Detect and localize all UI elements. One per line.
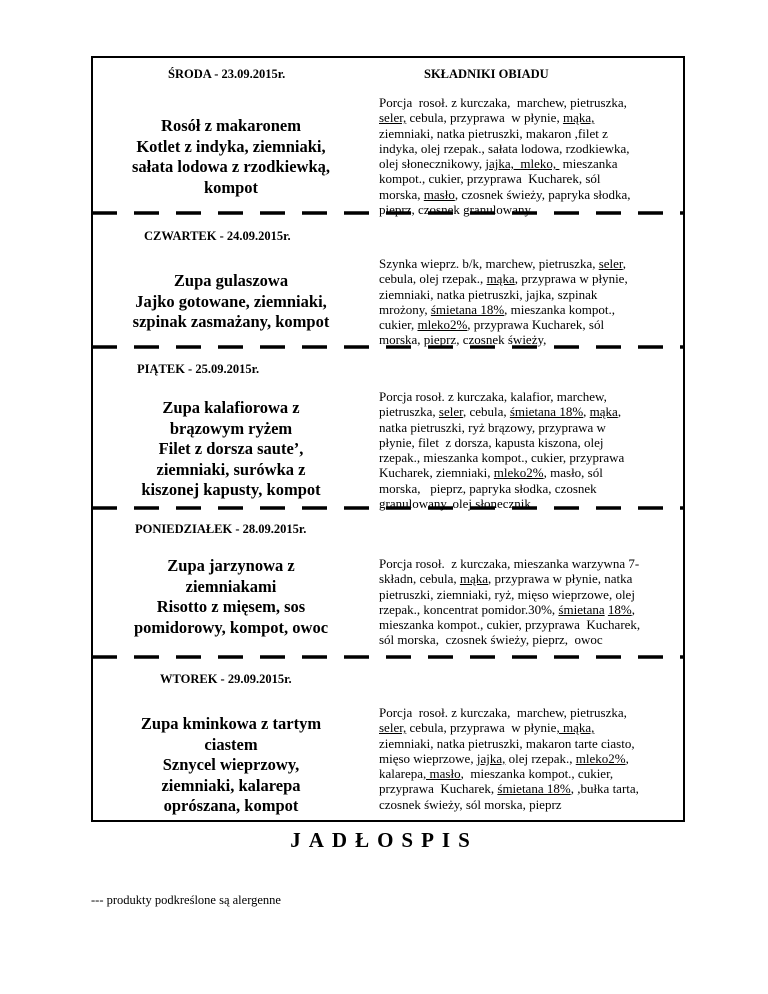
ingredients-line: Porcja rosoł. z kurczaka, kalafior, marchew, [379, 389, 607, 404]
ingredients-thursday [379, 256, 679, 348]
dashed-separator [92, 505, 684, 511]
menu-dishes-wednesday [97, 116, 365, 198]
allergen-text: jajka, [476, 750, 506, 766]
ingredients-line [379, 110, 679, 125]
ingredients-line [379, 766, 679, 781]
ingredients-line: kompot., cukier, przyprawa Kucharek, sól [379, 171, 601, 187]
menu-dish-line: Zupa kminkowa z tartym [140, 714, 322, 733]
menu-dish-line: oprószana, kompot [163, 796, 299, 815]
allergen-text: mleko2% [575, 750, 626, 766]
allergen-text: mąka [486, 271, 515, 287]
ingredients-monday [379, 556, 679, 648]
ingredient-text: kalarepa [379, 766, 424, 782]
ingredient-text: morska, [379, 186, 424, 202]
menu-dish-line: Rosół z makaronem [161, 116, 301, 135]
allergen-text: seler [438, 404, 463, 420]
ingredients-wednesday [379, 95, 679, 217]
ingredient-text: pietruszka, [379, 404, 439, 420]
ingredient-text: mięso wieprzowe, [379, 750, 477, 766]
ingredients-line: ziemniaki, natka pietruszki, makaron ,filet z [379, 125, 608, 141]
ingredients-tuesday [379, 705, 679, 812]
ingredient-text: , ,bułka tarta, [570, 781, 639, 797]
ingredient-text: , przyprawa Kucharek, sól [467, 317, 605, 333]
ingredient-text: cebula, olej rzepak., [379, 271, 487, 287]
day-label-monday: PONIEDZIAŁEK - 28.09.2015r. [135, 522, 307, 536]
allergen-text: mleko2% [417, 317, 468, 333]
menu-dish-line: Sznycel wieprzowy, [162, 755, 300, 774]
ingredients-line [379, 720, 679, 735]
dashed-separator [92, 344, 684, 350]
menu-dish-line: Jajko gotowane, ziemniaki, [135, 291, 327, 311]
allergen-text: mąka, [562, 110, 595, 126]
ingredients-line: Porcja rosoł. z kurczaka, marchew, pietruszka, [379, 95, 627, 110]
ingredient-text: , mieszanka kompot., cukier, [460, 766, 614, 782]
allergen-text: 18% [607, 601, 632, 617]
ingredient-text: , masło, sól [543, 465, 603, 481]
ingredient-text: , [625, 750, 629, 766]
ingredients-line: mieszanka kompot., cukier, przyprawa Kucharek, [379, 617, 641, 633]
ingredients-line: granulowany, olej słonecznik. [379, 496, 535, 512]
menu-dish-line: ziemniaki, kalarepa [161, 775, 301, 795]
ingredients-line: ziemniaki, natka pietruszki, makaron tarte ciasto, [379, 735, 635, 751]
ingredient-text: , czosnek świeży, papryka słodka, [454, 186, 631, 202]
page-title: JADŁOSPIS [290, 828, 478, 852]
day-header-wednesday: ŚRODA - 23.09.2015r. [168, 67, 286, 81]
menu-dish-line: kompot [203, 177, 259, 197]
ingredients-line: natka pietruszki, ryż brązowy, przyprawa w [379, 419, 606, 435]
menu-dish-line: szpinak zasmażany, kompot [132, 312, 330, 331]
ingredients-friday [379, 389, 679, 511]
allergen-text: seler, [379, 110, 407, 126]
menu-dish-line: Filet z dorsza saute’, [158, 439, 304, 458]
ingredients-line: pietruszki, ziemniaki, ryż, mięso wieprzowe, olej [379, 586, 635, 602]
ingredient-text: , [583, 404, 590, 420]
allergen-text: śmietana [558, 601, 605, 617]
menu-dish-line: Zupa gulaszowa [173, 271, 289, 290]
day-label-tuesday: WTOREK - 29.09.2015r. [160, 672, 292, 686]
ingredient-text: olej słonecznikowy, [379, 156, 486, 172]
ingredients-line [379, 317, 679, 332]
ingredients-line [379, 187, 679, 202]
ingredients-line [379, 156, 679, 171]
ingredient-text: przyprawa Kucharek, [379, 781, 498, 797]
ingredient-text: , [631, 601, 635, 617]
ingredients-line [379, 602, 679, 617]
menu-dish-line: ciastem [204, 734, 258, 754]
allergen-text: śmietana 18% [430, 301, 505, 317]
dashed-separator [92, 654, 684, 660]
ingredient-text: , przyprawa w płynie, natka [488, 571, 633, 587]
ingredient-text: rzepak., koncentrat pomidor.30%, [379, 601, 559, 617]
ingredients-line [379, 271, 679, 286]
dashed-separator [92, 210, 684, 216]
ingredients-line [379, 465, 679, 480]
day-label-friday: PIĄTEK - 25.09.2015r. [137, 362, 260, 376]
ingredient-text: , cebula, [462, 404, 510, 420]
ingredients-line: Porcja rosoł. z kurczaka, marchew, pietruszka, [379, 705, 627, 720]
ingredient-text: olej rzepak., [505, 750, 576, 766]
allergen-text: , masło [423, 766, 461, 782]
menu-dish-line: Risotto z mięsem, sos [156, 597, 306, 616]
ingredients-line: morska, pieprz, czosnek świeży, [379, 332, 547, 348]
ingredient-text: , przyprawa w płynie, [514, 271, 628, 287]
menu-dishes-tuesday [97, 714, 365, 817]
allergen-text: mąka [589, 404, 618, 420]
ingredient-text: , mieszanka kompot., [504, 301, 616, 317]
menu-dish-line: ziemniakami [185, 576, 277, 596]
ingredient-text: cebula, przyprawa w płynie [406, 720, 557, 736]
ingredient-text: Szynka wieprz. b/k, marchew, pietruszka, [379, 256, 599, 271]
allergen-text: , mąka, [556, 720, 595, 736]
allergen-text: śmietana 18% [509, 404, 584, 420]
ingredient-text: cukier, [379, 317, 418, 333]
allergen-text: mąka [459, 571, 489, 587]
menu-dish-line: pomidorowy, kompot, owoc [133, 617, 329, 637]
ingredients-line [379, 781, 679, 796]
menu-dish-line: kiszonej kapusty, kompot [141, 480, 321, 499]
ingredient-text: mieszanka [559, 156, 618, 172]
ingredient-text: Kucharek, ziemniaki, [379, 465, 494, 481]
allergen-text: seler [598, 256, 623, 271]
allergen-text: seler, [379, 720, 407, 736]
ingredients-line [379, 571, 679, 586]
ingredients-line [379, 751, 679, 766]
day-label-thursday: CZWARTEK - 24.09.2015r. [144, 229, 291, 243]
menu-dishes-friday [97, 398, 365, 501]
allergen-footnote: --- produkty podkreślone są alergenne [91, 893, 281, 907]
menu-dishes-monday [97, 556, 365, 638]
menu-dishes-thursday [97, 271, 365, 333]
allergen-text: śmietana 18% [497, 781, 571, 797]
ingredient-text: mrożony, [379, 301, 431, 317]
ingredient-text: , [617, 404, 622, 420]
menu-dish-line: Zupa kalafiorowa z [162, 398, 300, 417]
ingredients-line [379, 302, 679, 317]
ingredients-line: indyka, olej rzepak., sałata lodowa, rzodkiewka, [379, 140, 630, 156]
ingredients-line: czosnek świeży, sól morska, pieprz [379, 796, 562, 812]
menu-dish-line: Kotlet z indyka, ziemniaki, [136, 136, 326, 156]
ingredients-line [379, 256, 679, 271]
menu-dish-line: Zupa jarzynowa z [167, 556, 295, 575]
ingredient-text: składn, cebula, [379, 571, 460, 587]
menu-dish-line: sałata lodowa z rzodkiewką, [132, 157, 330, 176]
ingredients-line: Porcja rosoł. z kurczaka, mieszanka warzywna 7- [379, 556, 640, 571]
ingredient-text: , [622, 256, 626, 271]
ingredients-line: pieprz, czosnek granulowany [379, 202, 531, 218]
ingredient-text: cebula, przyprawa w płynie, [406, 110, 563, 126]
allergen-text: masło [423, 186, 455, 202]
ingredients-line: rzepak., mieszanka kompot., cukier, przyprawa [379, 450, 625, 466]
ingredients-line: sól morska, czosnek świeży, pieprz, owoc [379, 632, 603, 648]
allergen-text: jajka, mleko, [485, 156, 560, 172]
menu-dish-line: brązowym ryżem [169, 418, 293, 438]
ingredients-column-header: SKŁADNIKI OBIADU [424, 67, 549, 81]
ingredients-line: płynie, filet z dorsza, kapusta kiszona, olej [379, 434, 604, 450]
allergen-text: mleko2% [493, 465, 544, 481]
ingredients-line [379, 404, 679, 419]
ingredients-line: morska, pieprz, papryka słodka, czosnek [379, 480, 597, 496]
menu-dish-line: ziemniaki, surówka z [156, 459, 306, 479]
ingredients-line: ziemniaki, natka pietruszki, jajka, szpinak [379, 286, 598, 302]
